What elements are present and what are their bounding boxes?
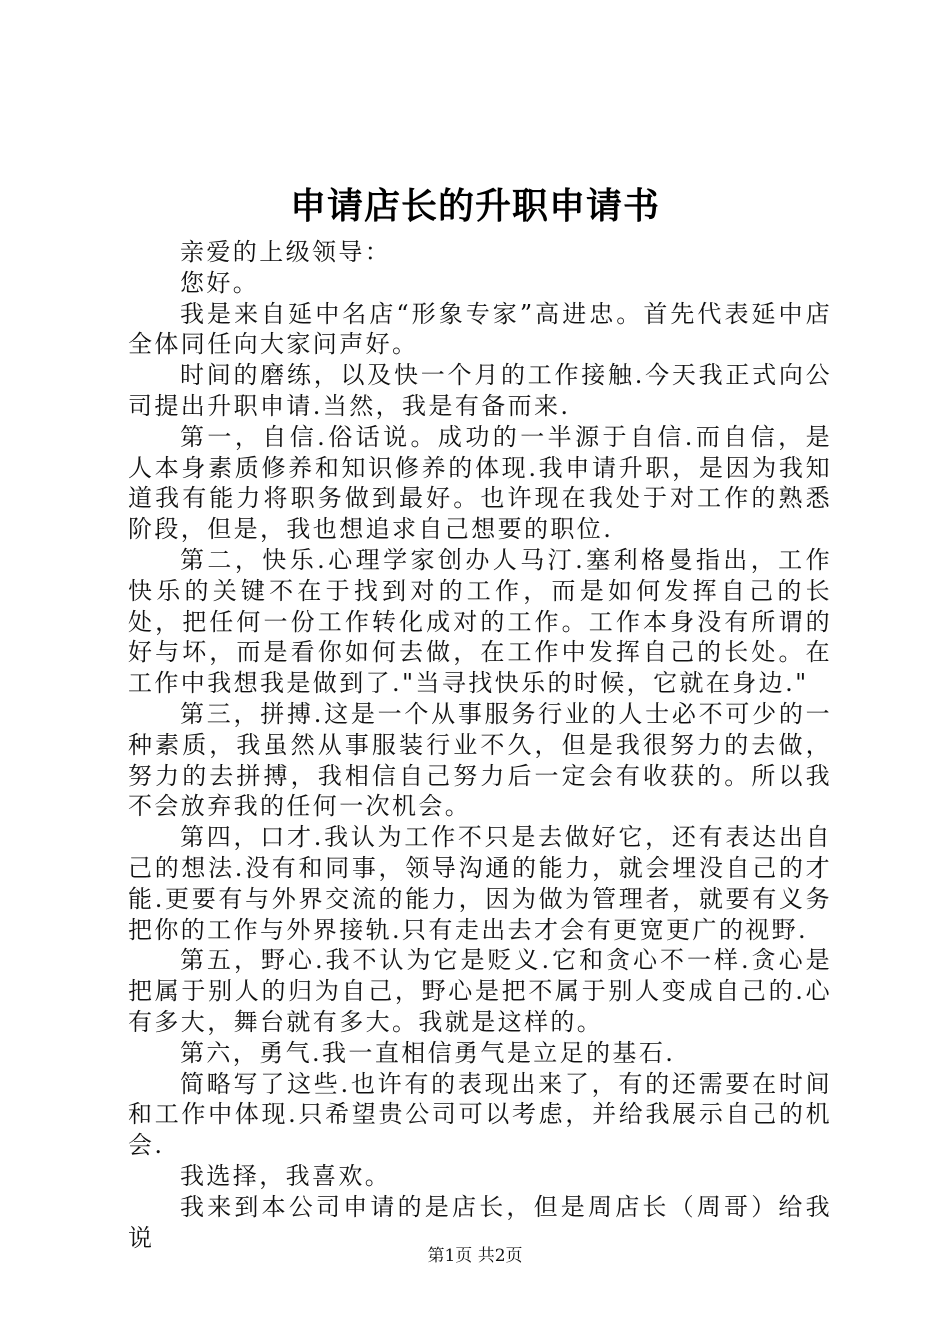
paragraph-intro: 我是来自延中名店“形象专家”高进忠。首先代表延中店全体同任向大家问声好。 (128, 299, 832, 359)
page-number: 第1页 共2页 (427, 1246, 523, 1266)
paragraph-point-5: 第五，野心.我不认为它是贬义.它和贪心不一样.贪心是把属于别人的归为自己，野心是把不属于别人变成自己的.心有多大，舞台就有多大。我就是这样的。 (128, 946, 832, 1036)
document-title: 申请店长的升职申请书 (289, 186, 660, 227)
paragraph-point-4: 第四，口才.我认为工作不只是去做好它，还有表达出自己的想法.没有和同事，领导沟通的能力，就会埋没自己的才能.更要有与外界交流的能力，因为做为管理者，就要有义务把你的工作与外界接轨.只有走出去才会有更宽更广的视野. (128, 823, 832, 944)
paragraph-application: 时间的磨练，以及快一个月的工作接触.今天我正式向公司提出升职申请.当然，我是有备而来. (128, 361, 832, 420)
paragraph-choice: 我选择，我喜欢。 (180, 1161, 392, 1190)
paragraph-point-6: 第六，勇气.我一直相信勇气是立足的基石. (180, 1038, 676, 1067)
greeting: 您好。 (180, 268, 260, 297)
paragraph-point-3: 第三，拼搏.这是一个从事服务行业的人士必不可少的一种素质，我虽然从事服装行业不久，但是我很努力的去做，努力的去拼搏，我相信自己努力后一定会有收获的。所以我不会放弃我的任何一次机会。 (128, 699, 832, 821)
paragraph-point-1: 第一，自信.俗话说。成功的一半源于自信.而自信，是人本身素质修养和知识修养的体现.我申请升职，是因为我知道我有能力将职务做到最好。也许现在我处于对工作的熟悉阶段，但是，我也想追求自己想要的职位. (128, 422, 832, 544)
paragraph-point-2: 第二，快乐.心理学家创办人马汀.塞利格曼指出，工作快乐的关键不在于找到对的工作，而是如何发挥自己的长处，把任何一份工作转化成对的工作。工作本身没有所谓的好与坏，而是看你如何去做，在工作中发挥自己的长处。在工作中我想我是做到了."当寻找快乐的时候，它就在身边." (128, 545, 832, 698)
salutation: 亲爱的上级领导： (180, 238, 392, 266)
paragraph-summary: 简略写了这些.也许有的表现出来了，有的还需要在时间和工作中体现.只希望贵公司可以考虑，并给我展示自己的机会. (128, 1069, 832, 1160)
paragraph-continuation: 我来到本公司申请的是店长，但是周店长（周哥）给我说 (128, 1192, 832, 1252)
document-body (128, 237, 832, 1253)
